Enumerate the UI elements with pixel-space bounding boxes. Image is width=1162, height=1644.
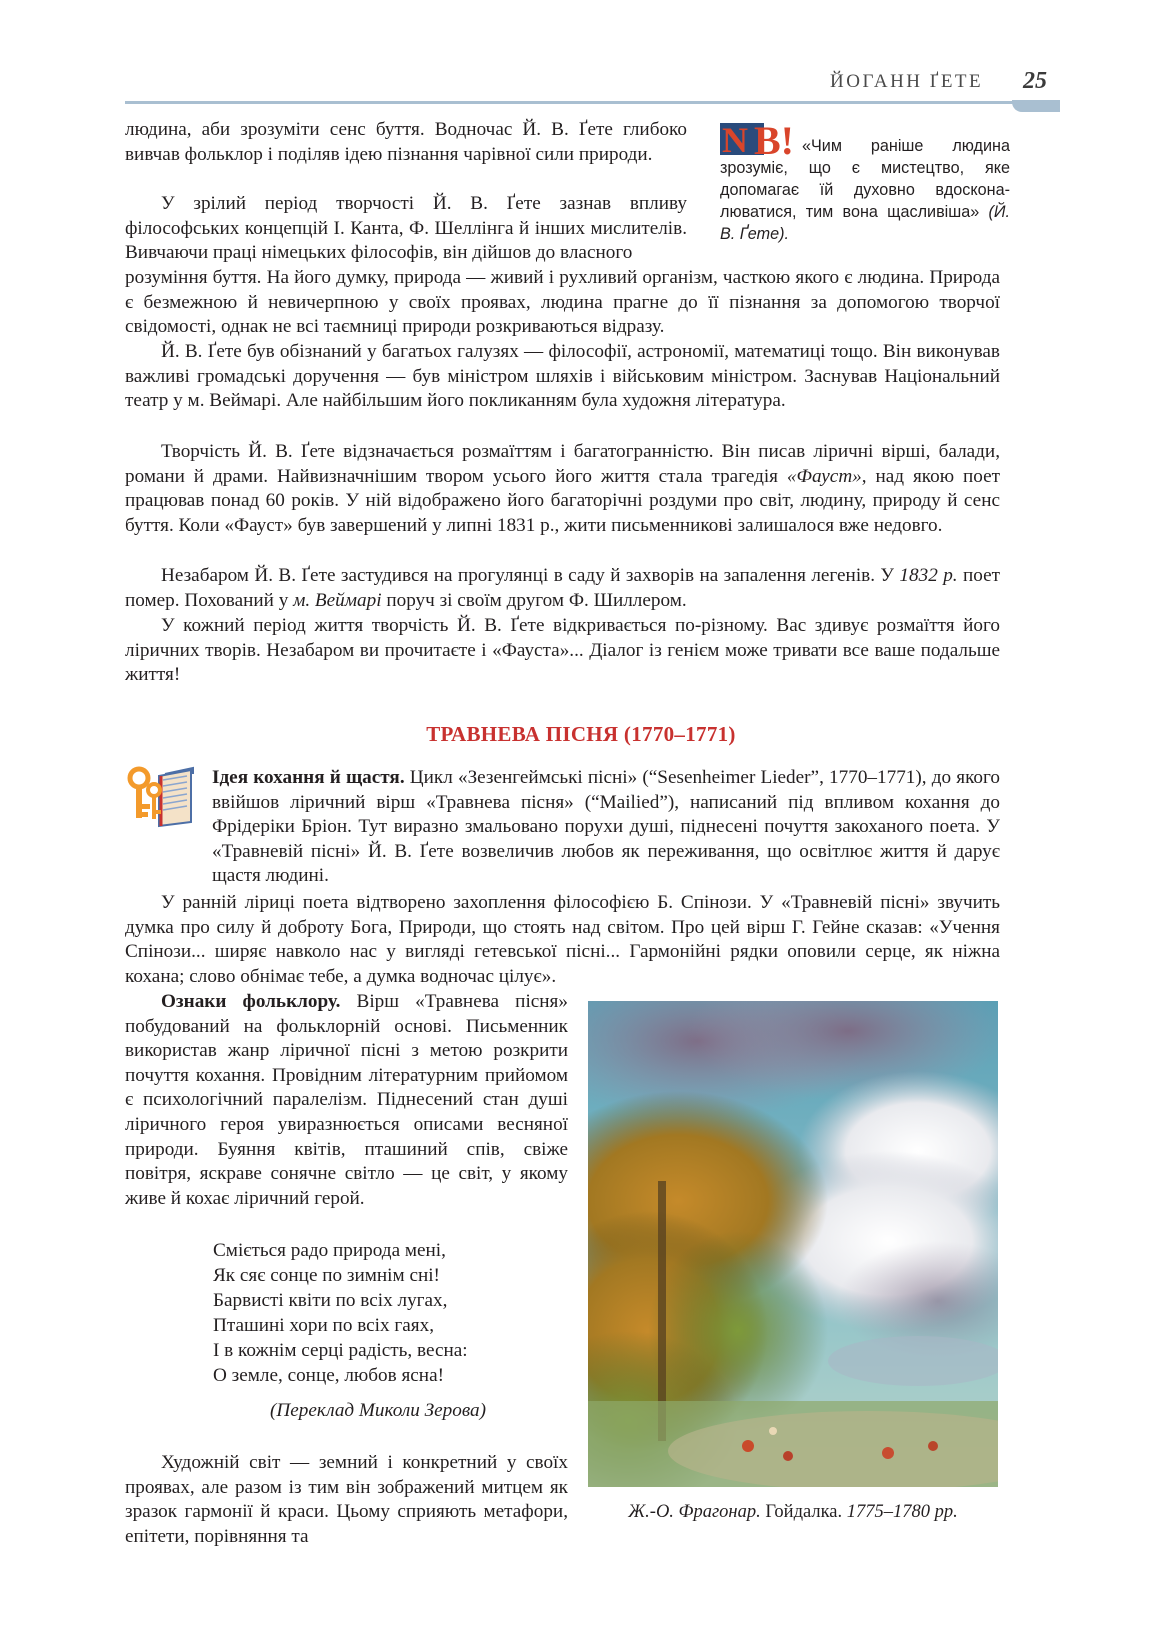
section-title: ТРАВНЕВА ПІСНЯ (1770–1771) bbox=[426, 722, 736, 746]
folklore-heading: Ознаки фольклору. bbox=[161, 991, 341, 1012]
poem-line: Пташині хори по всіх гаях, bbox=[213, 1315, 434, 1336]
keys-book-icon bbox=[125, 760, 197, 832]
intro-paragraph-2a: У зрілий період творчості Й. В. Ґете зазнав впливу філософських концепцій І. Канта, Ф. Шеллінга й інших мислителів. Вивчаючи праці німецьких філософів, він дійшов до власного bbox=[125, 193, 687, 264]
idea-heading: Ідея кохання й щастя. bbox=[212, 767, 405, 788]
burial-city: м. Веймарі bbox=[293, 589, 382, 611]
p4-text-1: Творчість Й. В. Ґете відзначається розмаїттям і багатогранністю. Він писав ліричні вірші, балади, романи й драми. Найвизначнішим твором усього його життя стала трагедія bbox=[125, 441, 1000, 487]
idea-text: Цикл «Зезенгеймські пісні» (“Sesenheimer Lieder”, 1770–1771), до якого ввійшов ліричний вірш «Травнева пісня» (“Mailied”), написаний під впливом кохання до Фрідеріки Бріон. Тут виразно змальовано порухи душі, піднесені почуття закоханого поета. У «Травневій пісні» Й. В. Ґете возвеличив любов як переживання, що освітлює життя й дарує щастя людині. bbox=[212, 767, 1000, 887]
nb-quote-box bbox=[720, 117, 1010, 257]
intro-paragraph-2b: розуміння буття. На його думку, природа — живий і рухливий організм, часткою якого є людина. Природа є безмежною й невичерпною у своїх проявах, людина прагне до її пізнання за допомогою творчої свідомості, однак не всі таємниці природи розкриваються відразу. bbox=[125, 267, 1000, 338]
poem-line: І в кожнім серці радість, весна: bbox=[213, 1340, 468, 1361]
faust-title: «Фауст» bbox=[786, 465, 862, 487]
intro-paragraph-4 bbox=[125, 440, 1000, 538]
header-tab bbox=[1012, 100, 1060, 112]
intro-paragraph-5 bbox=[125, 564, 1000, 613]
header-rule bbox=[125, 101, 1015, 104]
poem-line: Як сяє сонце по зимнім сні! bbox=[213, 1265, 440, 1286]
page-header bbox=[0, 0, 1162, 120]
caption-title: Гойдалка. bbox=[760, 1502, 847, 1522]
svg-text:N: N bbox=[722, 120, 748, 159]
poem-line: Сміється радо природа мені, bbox=[213, 1240, 446, 1261]
idea-paragraph-top bbox=[212, 766, 1000, 889]
svg-text:B!: B! bbox=[754, 119, 794, 159]
p5-text-1: Незабаром Й. В. Ґете застудився на прогулянці в саду й захворів на запалення легенів. У bbox=[161, 565, 900, 586]
intro-paragraph-3: Й. В. Ґете був обізнаний у багатьох галузях — філософії, астрономії, математиці тощо. Він виконував важливі громадські доручення — був міністром шляхів і військовим міністром. Заснував Національний театр у м. Веймарі. Але найбільшим його покликанням була художня література. bbox=[125, 341, 1000, 412]
folklore-text: Вірш «Травнева пісня» побудований на фольклорній основі. Письменник використав жанр ліричної пісні з метою розкрити почуття кохання. Провідним літературним прийомом є психологічний паралелізм. Піднесений стан душі ліричного героя увиразнюється описами весняної природи. Буяння квітів, пташиний спів, свіже повітря, яскраве сонячне світло — це світ, у якому живе й кохає ліричний герой. bbox=[125, 991, 568, 1209]
p5-text-3: поруч зі своїм другом Ф. Шиллером. bbox=[381, 589, 687, 611]
art-world-paragraph: Художній світ — земний і конкретний у своїх проявах, але разом із тим він зображений митцем як зразок гармонії й краси. Цьому сприяють метафори, епітети, порівняння та bbox=[125, 1452, 568, 1547]
folklore-paragraph bbox=[125, 990, 568, 1211]
running-title: ЙОГАНН ҐЕТЕ bbox=[830, 71, 984, 92]
nb-quote-author: (Й. В. Ґете). bbox=[720, 203, 1011, 243]
death-year: 1832 р. bbox=[899, 565, 958, 586]
figure-caption bbox=[588, 1502, 998, 1523]
intro-paragraph-6: У кожний період життя творчість Й. В. Ґете відкривається по-різному. Вас здивує розмаїття його ліричних творів. Незабаром ви прочитаєте і «Фауста»... Діалог із генієм може тривати все ваше подальше життя! bbox=[125, 615, 1000, 686]
poem-excerpt bbox=[213, 1238, 468, 1388]
translator-credit: (Переклад Миколи Зерова) bbox=[270, 1400, 487, 1421]
painting-image bbox=[588, 1001, 998, 1487]
caption-author: Ж.-О. Фрагонар. bbox=[628, 1502, 761, 1522]
page-number: 25 bbox=[1023, 68, 1047, 94]
nb-quote: «Чим раніше людина зрозуміє, що є мистецтво, яке допомагає їй духовно вдосконалюватися, тим вона щасливіша» bbox=[720, 137, 1010, 221]
spinoza-paragraph: У ранній ліриці поета відтворено захоплення філософією Б. Спінози. У «Травневій пісні» звучить думка про силу й доброту Бога, Природи, що стоять над світом. Про цей вірш Г. Гейне сказав: «Учення Спінози... ширяє навколо нас у вигляді гетевської пісні... Гармонійні рядки оповили серце, як ніжна кохана; слово обнімає тебе, а думка водночас цілує». bbox=[125, 892, 1000, 987]
poem-line: О земле, сонце, любов ясна! bbox=[213, 1365, 444, 1386]
intro-paragraph-1: людина, аби зрозуміти сенс буття. Водночас Й. В. Ґете глибоко вивчав фольклор і поділяв ідею пізнання чарівної сили природи. bbox=[125, 119, 687, 165]
nb-quote-text bbox=[720, 135, 1010, 245]
poem-line: Барвисті квіти по всіх лугах, bbox=[213, 1290, 448, 1311]
caption-years: 1775–1780 рр. bbox=[846, 1502, 958, 1522]
p4-text-2: , над якою поет працював понад 60 років. У ній відображено його багаторічні роздуми про світ, людину, природу й сенс буття. Коли «Фауст» був завершений у липні 1831 р., жити письменникові залишалося вже недовго. bbox=[125, 465, 1000, 536]
p5-text-2: поет помер. Похований у bbox=[125, 565, 1001, 611]
